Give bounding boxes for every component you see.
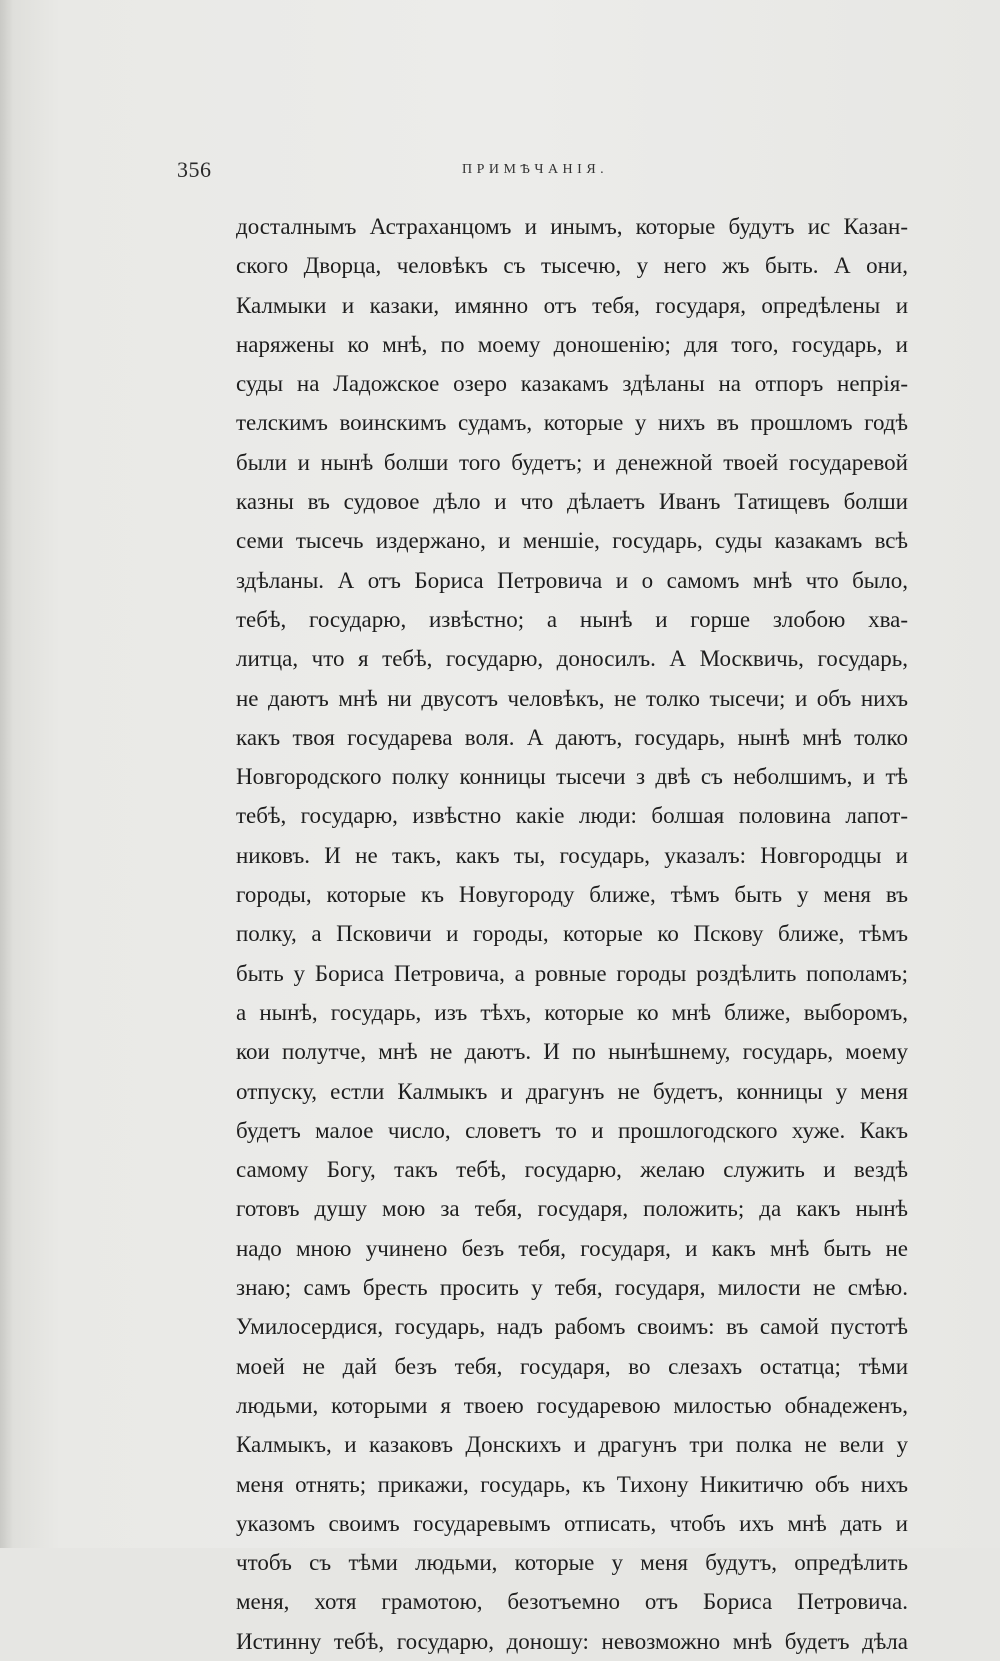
text-line: меня, хотя грамотою, безотъемно отъ Бориса Петровича. [236,1589,908,1615]
text-line: тебѣ, государю, извѣстно; а нынѣ и горше злобою хва- [236,606,908,632]
text-line: самому Богу, такъ тебѣ, государю, желаю служить и вездѣ [236,1157,908,1183]
text-line: людьми, которыми я твоею государевою милостью обнадеженъ, [236,1392,908,1418]
text-line: Калмыкъ, и казаковъ Донскихъ и драгунъ три полка не вели у [236,1432,908,1458]
text-line: надо мною учинено безъ тебя, государя, и какъ мнѣ быть не [236,1235,908,1261]
text-line: семи тысечь издержано, и меншіе, государь, суды казакамъ всѣ [236,528,908,554]
text-line: здѣланы. А отъ Бориса Петровича и о самомъ мнѣ что было, [236,567,908,593]
text-line: казны въ судовое дѣло и что дѣлаетъ Иванъ Татищевъ болши [236,489,908,515]
text-line: моей не дай безъ тебя, государя, во слезахъ остатца; тѣми [236,1353,908,1379]
running-head: ПРИМѢЧАНІЯ. [462,162,609,177]
text-line: досталнымъ Астраханцомъ и инымъ, которые будутъ ис Казан- [236,214,908,239]
text-line: меня отнять; прикажи, государь, къ Тихону Никитичю объ нихъ [236,1471,908,1497]
text-line: быть у Бориса Петровича, а ровные городы роздѣлить пополамъ; [236,960,908,986]
text-line: готовъ душу мою за тебя, государя, положить; да какъ нынѣ [236,1196,908,1222]
text-line: Новгородского полку конницы тысечи з двѣ съ неболшимъ, и тѣ [236,764,908,790]
text-line: Умилосердися, государь, надъ рабомъ своимъ: въ самой пустотѣ [236,1314,908,1340]
text-line: не даютъ мнѣ ни двусотъ человѣкъ, не толко тысечи; и объ нихъ [236,685,908,711]
text-line: никовъ. И не такъ, какъ ты, государь, указалъ: Новгородцы и [236,842,908,868]
text-line: отпуску, естли Калмыкъ и драгунъ не будетъ, конницы у меня [236,1078,908,1104]
page-number: 356 [177,157,212,182]
text-line: Калмыки и казаки, имянно отъ тебя, государя, опредѣлены и [236,292,908,318]
text-line: телскимъ воинскимъ судамъ, которые у нихъ въ прошломъ годѣ [236,410,908,436]
text-line: наряжены ко мнѣ, по моему доношенію; для того, государь, и [236,331,908,357]
text-line: какъ твоя государева воля. А даютъ, государь, нынѣ мнѣ толко [236,724,908,750]
text-line: знаю; самъ бресть просить у тебя, государя, милости не смѣю. [236,1275,908,1301]
text-line: чтобъ съ тѣми людьми, которые у меня будутъ, опредѣлить [236,1550,908,1576]
text-line: ского Дворца, человѣкъ съ тысечю, у него жъ быть. А они, [236,253,908,279]
text-line: городы, которые къ Новугороду ближе, тѣмъ быть у меня въ [236,882,908,908]
text-line: Истинну тебѣ, государю, доношу: невозможно мнѣ будетъ дѣла [236,1628,908,1654]
text-line: были и нынѣ болши того будетъ; и денежной твоей государевой [236,449,908,475]
text-line: литца, что я тебѣ, государю, доносилъ. А Москвичь, государь, [236,646,908,672]
text-line: указомъ своимъ государевымъ отписать, чтобъ ихъ мнѣ дать и [236,1510,908,1536]
body-text [236,207,908,1654]
text-line: будетъ малое число, словетъ то и прошлогодского хуже. Какъ [236,1117,908,1143]
text-line: а нынѣ, государь, изъ тѣхъ, которые ко мнѣ ближе, выборомъ, [236,999,908,1025]
page-gutter [0,0,14,1548]
text-line: суды на Ладожское озеро казакамъ здѣланы на отпоръ непрія- [236,371,908,397]
text-line: полку, а Псковичи и городы, которые ко Пскову ближе, тѣмъ [236,921,908,947]
text-line: тебѣ, государю, извѣстно какіе люди: болшая половина лапот- [236,803,908,829]
text-line: кои полутче, мнѣ не даютъ. И по нынѣшнему, государь, моему [236,1039,908,1065]
